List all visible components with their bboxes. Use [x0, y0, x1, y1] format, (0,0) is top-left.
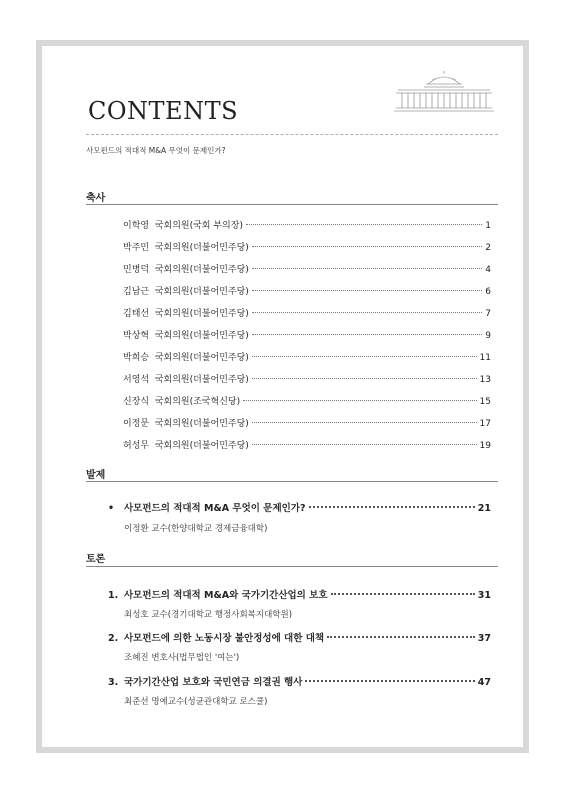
speaker-role: 국회의원(더불어민주당) [154, 243, 249, 253]
toc-item[interactable] [123, 352, 491, 364]
toc-item[interactable] [123, 264, 491, 276]
section-divider [86, 481, 498, 482]
page-number: 7 [485, 309, 491, 319]
page-number: 13 [479, 375, 491, 385]
dot-leader [252, 444, 477, 445]
page-number: 11 [479, 353, 491, 363]
speaker-name: 박희승 [123, 353, 150, 363]
toc-item[interactable] [123, 418, 491, 430]
page-number: 2 [485, 243, 491, 253]
dot-leader [309, 506, 475, 508]
speaker-role: 국회의원(더불어민주당) [154, 419, 249, 429]
dot-leader [252, 268, 482, 269]
speaker-name: 신장식 [123, 397, 150, 407]
page-number: 19 [479, 441, 491, 451]
toc-item[interactable] [123, 242, 491, 254]
dot-leader [246, 224, 482, 225]
topic-title: 사모펀드의 적대적 M&A와 국가기간산업의 보호 [124, 590, 328, 601]
section-heading-discussion: 토론 [86, 554, 106, 565]
page-frame [36, 40, 529, 753]
dot-leader [252, 246, 482, 247]
dot-leader [252, 290, 482, 291]
title-divider [86, 134, 498, 135]
speaker-role: 국회의원(더불어민주당) [154, 353, 249, 363]
page-number: 21 [477, 503, 491, 514]
page-number: 47 [477, 677, 491, 688]
page-number: 6 [485, 287, 491, 297]
page-title: CONTENTS [88, 97, 239, 125]
section-divider [86, 204, 498, 205]
dot-leader [252, 356, 477, 357]
presenter-info: 최준선 명예교수(성균관대학교 로스쿨) [124, 697, 268, 707]
toc-item[interactable] [123, 374, 491, 386]
bullet: • [108, 503, 115, 514]
toc-main-item[interactable] [108, 632, 491, 645]
toc-main-item[interactable] [108, 502, 491, 515]
speaker-name: 허성무 [123, 441, 150, 451]
speaker-name: 이학영 [123, 221, 150, 231]
presenter-info: 이정환 교수(한양대학교 경제금융대학) [124, 524, 268, 534]
page-number: 37 [477, 633, 491, 644]
national-assembly-building-icon [394, 70, 494, 114]
dot-leader [252, 312, 482, 313]
dot-leader [252, 334, 482, 335]
topic-title: 사모펀드에 의한 노동시장 불안정성에 대한 대책 [124, 633, 325, 644]
presenter-info: 조혜진 변호사(법무법인 '여는') [124, 653, 240, 663]
page-number: 31 [477, 590, 491, 601]
topic-title: 사모펀드의 적대적 M&A 무엇이 문제인가? [124, 503, 306, 514]
speaker-role: 국회의원(더불어민주당) [154, 265, 249, 275]
item-number: 2. [108, 633, 119, 644]
page-number: 4 [485, 265, 491, 275]
toc-item[interactable] [123, 396, 491, 408]
page-number: 1 [485, 221, 491, 231]
speaker-role: 국회의원(더불어민주당) [154, 375, 249, 385]
dot-leader [305, 680, 474, 682]
item-number: 3. [108, 677, 119, 688]
speaker-role: 국회의원(국회 부의장) [154, 221, 243, 231]
page-number: 17 [479, 419, 491, 429]
speaker-name: 박상혁 [123, 331, 150, 341]
toc-item[interactable] [123, 308, 491, 320]
toc-item[interactable] [123, 440, 491, 452]
presenter-info: 최성호 교수(경기대학교 행정사회복지대학원) [124, 610, 293, 620]
speaker-name: 서영석 [123, 375, 150, 385]
speaker-role: 국회의원(더불어민주당) [154, 287, 249, 297]
section-heading-greetings: 축사 [86, 193, 106, 204]
page-number: 15 [479, 397, 491, 407]
toc-main-item[interactable] [108, 676, 491, 689]
page-number: 9 [485, 331, 491, 341]
topic-title: 국가기간산업 보호와 국민연금 의결권 행사 [124, 677, 303, 688]
speaker-name: 이정문 [123, 419, 150, 429]
speaker-role: 국회의원(조국혁신당) [154, 397, 241, 407]
dot-leader [327, 636, 475, 638]
document-subtitle: 사모펀드의 적대적 M&A 무엇이 문제인가? [86, 146, 226, 155]
speaker-role: 국회의원(더불어민주당) [154, 331, 249, 341]
speaker-name: 박주민 [123, 243, 150, 253]
section-heading-presentation: 발제 [86, 470, 106, 481]
toc-item[interactable] [123, 220, 491, 232]
dot-leader [243, 400, 476, 401]
dot-leader [252, 378, 477, 379]
dot-leader [252, 422, 477, 423]
dot-leader [331, 593, 475, 595]
speaker-name: 김남근 [123, 287, 150, 297]
speaker-role: 국회의원(더불어민주당) [154, 309, 249, 319]
toc-main-item[interactable] [108, 589, 491, 602]
speaker-name: 김태선 [123, 309, 150, 319]
toc-item[interactable] [123, 286, 491, 298]
item-number: 1. [108, 590, 119, 601]
speaker-role: 국회의원(더불어민주당) [154, 441, 249, 451]
section-divider [86, 566, 498, 567]
speaker-name: 민병덕 [123, 265, 150, 275]
toc-item[interactable] [123, 330, 491, 342]
